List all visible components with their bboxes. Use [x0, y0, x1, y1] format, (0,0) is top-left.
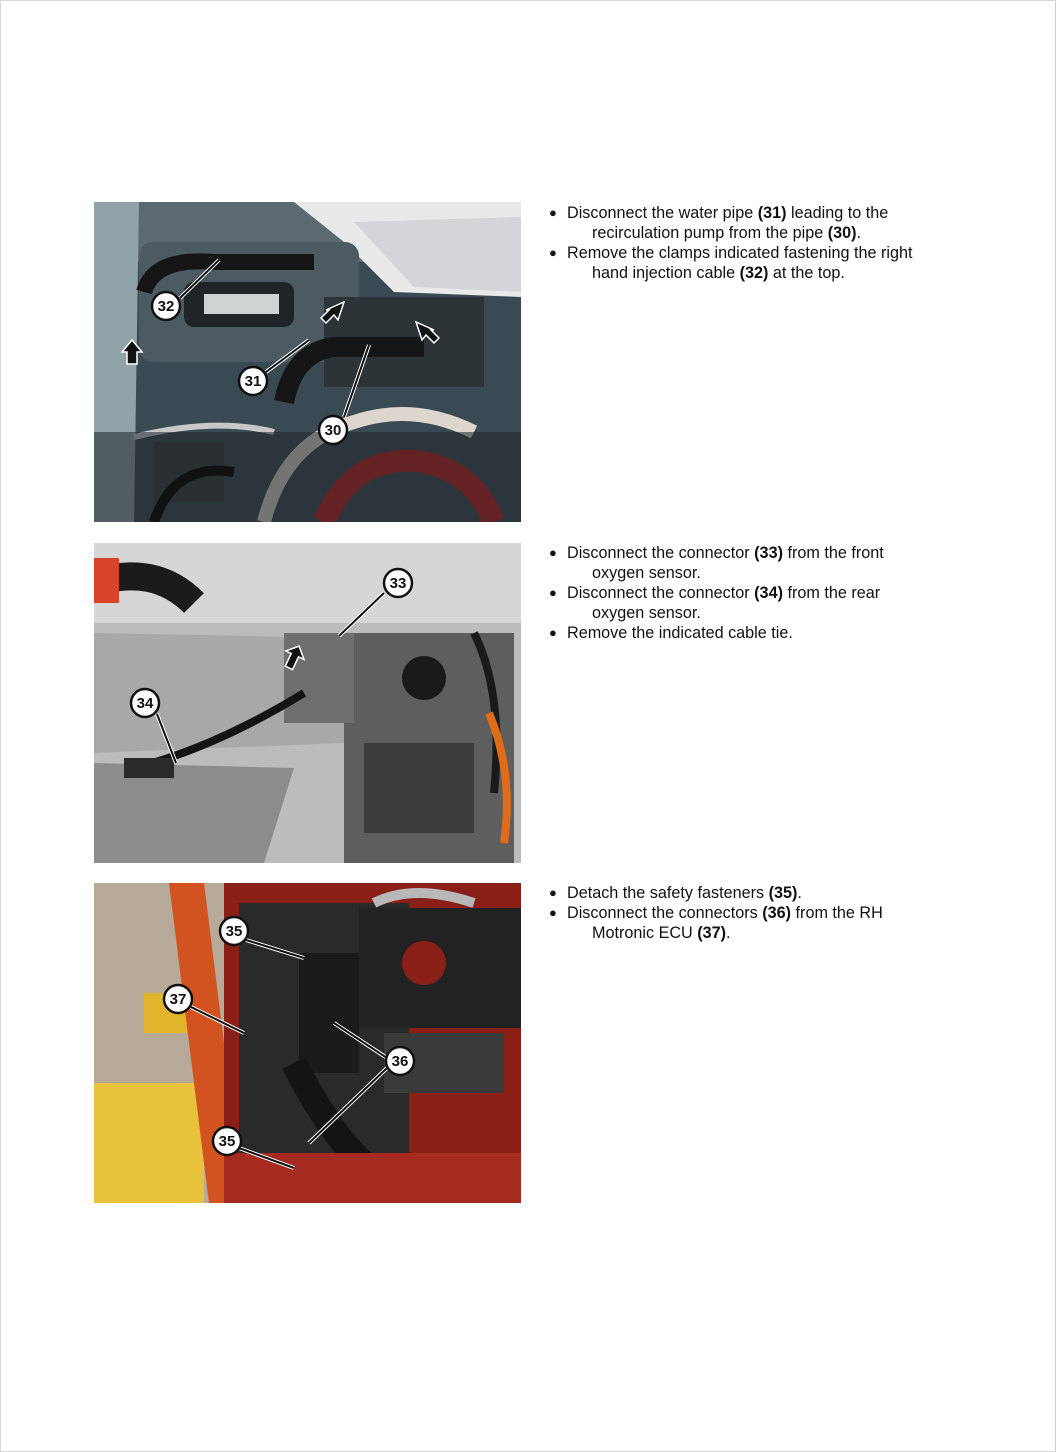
bullet-icon: ● — [549, 585, 557, 600]
instruction-step — [549, 203, 969, 243]
svg-text:31: 31 — [244, 373, 262, 390]
instruction-text: Disconnect the connectors — [567, 904, 763, 922]
instruction-text: oxygen sensor. — [592, 604, 701, 622]
callout-32 — [152, 292, 180, 320]
reference-number: (32) — [739, 264, 769, 282]
instruction-list-1 — [549, 203, 969, 283]
instruction-text: . — [726, 924, 731, 942]
instruction-text: . — [797, 884, 802, 902]
instruction-step — [549, 543, 969, 583]
instruction-step — [549, 883, 969, 903]
instruction-text: . — [856, 224, 862, 242]
svg-text:30: 30 — [324, 422, 342, 439]
instruction-list-3 — [549, 883, 969, 943]
bullet-icon: ● — [549, 245, 557, 260]
instruction-text: Motronic ECU — [592, 924, 698, 942]
instruction-text: Remove the indicated cable tie. — [567, 624, 793, 642]
instruction-step — [549, 623, 969, 643]
callout-35-bottom — [213, 1127, 241, 1155]
callout-34 — [131, 689, 159, 717]
instruction-text: Remove the clamps indicated fastening the right — [567, 244, 913, 262]
bullet-icon: ● — [549, 905, 557, 920]
instruction-continuation — [567, 223, 969, 243]
callout-37 — [164, 985, 192, 1013]
engine-bay-illustration-1 — [94, 202, 521, 522]
instruction-text: Disconnect the connector — [567, 544, 755, 562]
photo-motronic-ecu — [94, 883, 521, 1203]
instruction-step — [549, 243, 969, 283]
reference-number: (37) — [697, 924, 727, 942]
bullet-icon: ● — [549, 885, 557, 900]
svg-text:32: 32 — [157, 298, 175, 315]
svg-text:33: 33 — [389, 575, 407, 592]
engine-bay-illustration-3 — [94, 883, 521, 1203]
callout-30 — [319, 416, 347, 444]
bullet-icon: ● — [549, 545, 557, 560]
instruction-text: Disconnect the connector — [567, 584, 755, 602]
reference-number: (33) — [754, 544, 783, 562]
instruction-list-2 — [549, 543, 969, 643]
svg-text:36: 36 — [391, 1053, 409, 1070]
photo-water-pipe — [94, 202, 521, 522]
engine-bay-illustration-2 — [94, 543, 521, 863]
reference-number: (30) — [827, 224, 857, 242]
instruction-text: from the RH — [791, 904, 883, 922]
instruction-step — [549, 903, 969, 943]
svg-text:37: 37 — [169, 991, 187, 1008]
svg-text:34: 34 — [136, 695, 154, 712]
instruction-text: from the rear — [782, 584, 881, 602]
svg-text:35: 35 — [225, 923, 243, 940]
instruction-continuation — [567, 603, 969, 623]
instruction-text: recirculation pump from the pipe — [592, 224, 828, 242]
callout-33 — [384, 569, 412, 597]
svg-text:35: 35 — [218, 1133, 236, 1150]
instruction-text: oxygen sensor. — [592, 564, 701, 582]
reference-number: (36) — [762, 904, 792, 922]
bullet-icon: ● — [549, 205, 557, 220]
callout-35-top — [220, 917, 248, 945]
instruction-continuation — [567, 263, 969, 283]
instruction-step — [549, 583, 969, 623]
instruction-continuation — [567, 923, 969, 943]
reference-number: (34) — [754, 584, 783, 602]
instruction-text: Disconnect the water pipe — [567, 204, 758, 222]
reference-number: (35) — [768, 884, 798, 902]
instruction-text: at the top. — [768, 264, 845, 282]
bullet-icon: ● — [549, 625, 557, 640]
callout-31 — [239, 367, 267, 395]
instruction-text: leading to the — [786, 204, 889, 222]
instruction-text: from the front — [782, 544, 884, 562]
instruction-continuation — [567, 563, 969, 583]
instruction-text: Detach the safety fasteners — [567, 884, 769, 902]
photo-oxygen-sensor-connectors — [94, 543, 521, 863]
reference-number: (31) — [757, 204, 787, 222]
instruction-text: hand injection cable — [592, 264, 740, 282]
callout-36 — [386, 1047, 414, 1075]
